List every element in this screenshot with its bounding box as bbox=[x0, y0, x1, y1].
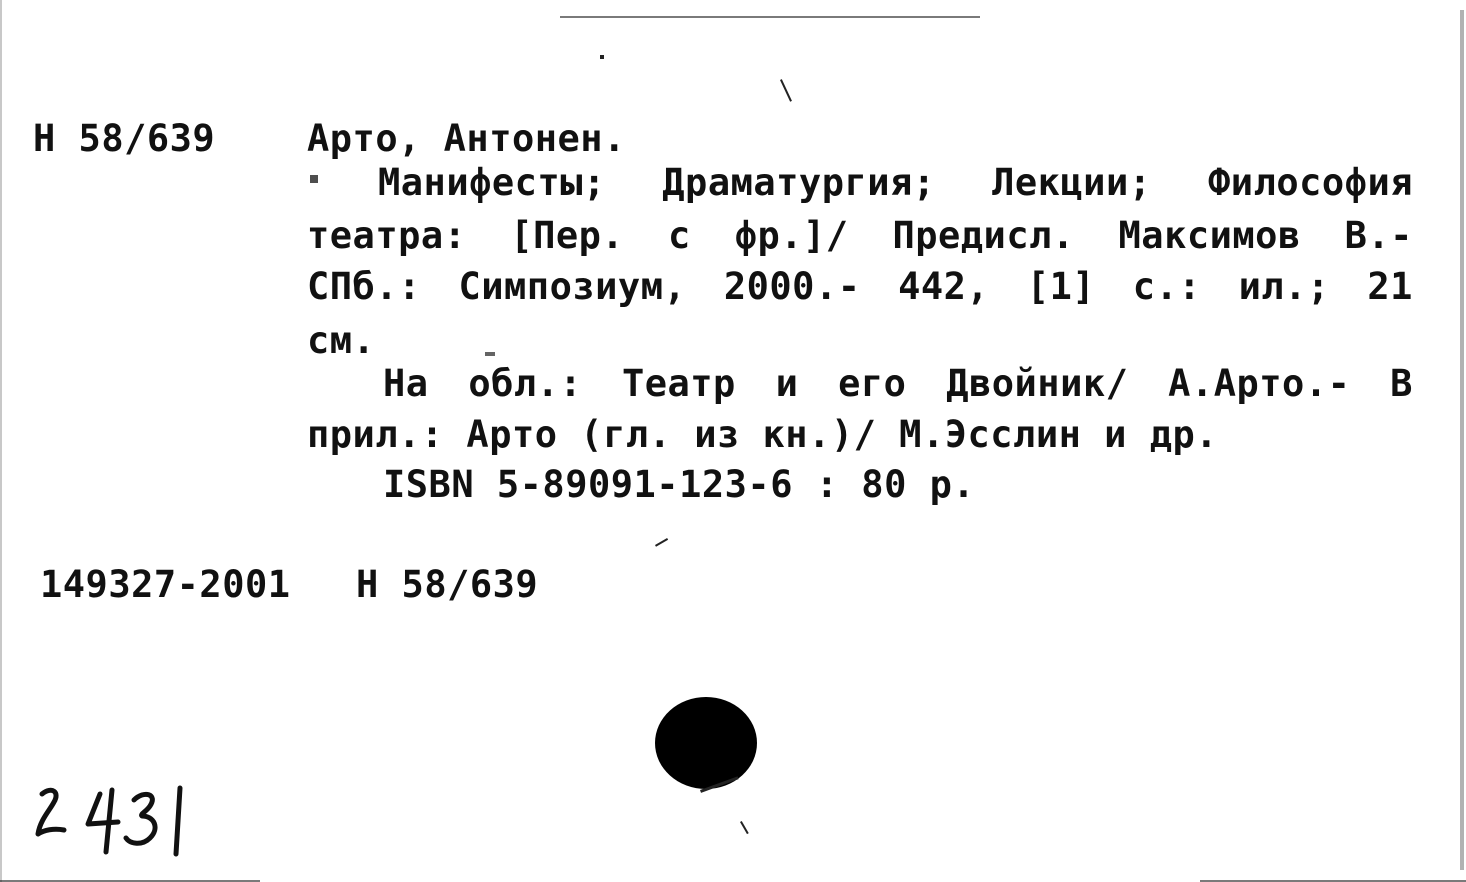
title-word: Лекции; bbox=[992, 161, 1152, 204]
title-line-4: см. bbox=[307, 319, 376, 362]
punch-hole bbox=[655, 697, 757, 789]
title-word: Философия bbox=[1208, 161, 1413, 204]
note-word: А.Арто.- bbox=[1168, 362, 1351, 405]
title-word: [1] bbox=[1026, 265, 1096, 308]
author-heading: Арто, Антонен. bbox=[307, 117, 626, 160]
note-word: его bbox=[838, 362, 907, 405]
title-line-1 bbox=[307, 161, 1413, 204]
note-word: и bbox=[775, 362, 799, 405]
title-word: Симпозиум, bbox=[458, 265, 687, 308]
title-word: с bbox=[668, 214, 691, 257]
note-word: На bbox=[383, 362, 429, 405]
title-line-2 bbox=[307, 214, 1413, 257]
note-word: В bbox=[1390, 362, 1413, 405]
title-word: театра: bbox=[307, 214, 467, 257]
title-word: Манифесты; bbox=[378, 161, 606, 204]
title-word: с.: bbox=[1132, 265, 1202, 308]
title-word: Максимов bbox=[1118, 214, 1301, 257]
title-line-3 bbox=[307, 265, 1413, 308]
title-word: фр.]/ bbox=[734, 214, 849, 257]
note-word: обл.: bbox=[468, 362, 583, 405]
handwritten-number bbox=[30, 780, 230, 870]
accession-number: 149327-2001 bbox=[40, 563, 291, 606]
title-word: 2000.- bbox=[723, 265, 861, 308]
shelfmark-top: Н 58/639 bbox=[33, 117, 216, 160]
note-word: Двойник/ bbox=[946, 362, 1129, 405]
title-word: СПб.: bbox=[307, 265, 421, 308]
title-word: ил.; bbox=[1238, 265, 1330, 308]
isbn-line: ISBN 5-89091-123-6 : 80 р. bbox=[383, 463, 976, 506]
title-word: 21 bbox=[1367, 265, 1413, 308]
title-word: Предисл. bbox=[892, 214, 1075, 257]
title-word: 442, bbox=[898, 265, 990, 308]
title-word: В.- bbox=[1344, 214, 1413, 257]
title-word: Драматургия; bbox=[662, 161, 936, 204]
note-word: Театр bbox=[621, 362, 736, 405]
title-word: [Пер. bbox=[510, 214, 625, 257]
note-line-1 bbox=[307, 362, 1413, 405]
note-line-2: прил.: Арто (гл. из кн.)/ М.Эсслин и др. bbox=[307, 413, 1219, 456]
shelfmark-bottom: Н 58/639 bbox=[356, 563, 539, 606]
